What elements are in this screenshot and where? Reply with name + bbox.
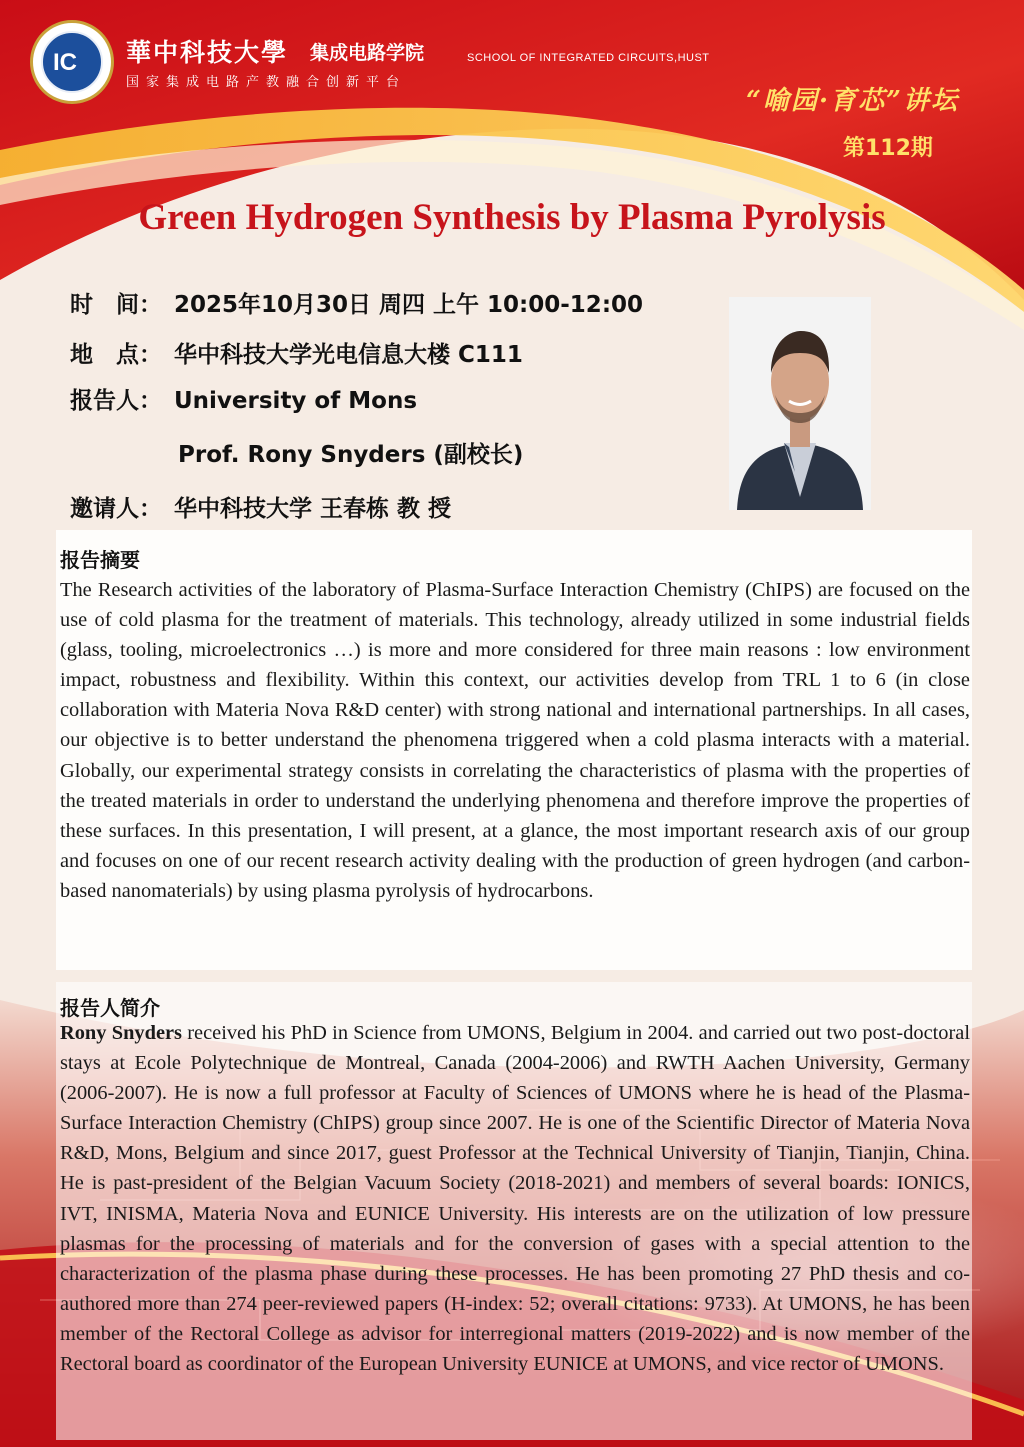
university-name-cn: 華中科技大學 (126, 38, 289, 67)
lecture-title: Green Hydrogen Synthesis by Plasma Pyrolysis (138, 197, 886, 238)
host-row (70, 490, 451, 523)
host-label: 邀请人： (70, 496, 162, 522)
bio-paragraph (60, 1018, 970, 1379)
forum-name: “喻园·育芯”讲坛 (746, 86, 959, 116)
platform-name-cn: 国家集成电路产教融合创新平台 (126, 75, 407, 90)
abstract-heading: 报告摘要 (60, 548, 140, 572)
speaker-photo (729, 297, 871, 510)
abstract-panel (56, 530, 972, 970)
header (0, 0, 1024, 161)
speaker-affiliation: University of Mons (174, 388, 418, 414)
host-value: 华中科技大学 王春栋 教 授 (174, 496, 452, 522)
issue-number: 第112期 (843, 136, 933, 161)
speaker-row (70, 382, 417, 415)
bio-panel (56, 982, 972, 1440)
place-row (70, 336, 523, 369)
abstract-text: The Research activities of the laboratory of Plasma-Surface Interaction Chemistry (ChIPS) are focused on the use of cold plasma for the treatment of materials. This technology, already utilized in some industrial fields (glass, tooling, microelectronics …) is more and more considered for three main reasons : low environment impact, robustness and flexibility. Within this context, our activities develop from TRL 1 to 6 (in close collaboration with Materia Nova R&D center) with strong national and international partnerships. In all cases, our objective is to better understand the phenomena triggered when a cold plasma interacts with a material. Globally, our experimental strategy consists in correlating the characteristics of plasma with the properties of the treated materials in order to understand the underlying phenomena and therefore improve the properties of these surfaces. In this presentation, I will present, at a glance, the most important research axis of our group and focuses on one of our recent research activity dealing with the production of green hydrogen (and carbon-based nanomaterials) by using plasma pyrolysis of hydrocarbons. (60, 579, 970, 902)
time-label: 时 间： (70, 292, 162, 318)
university-logo (30, 20, 114, 104)
speaker-label: 报告人： (70, 388, 162, 414)
place-label: 地 点： (70, 342, 162, 368)
bio-heading: 报告人简介 (60, 996, 160, 1020)
time-value: 2025年10月30日 周四 上午 10:00-12:00 (174, 292, 644, 318)
bio-speaker-name: Rony Snyders (60, 1022, 182, 1044)
logo-emblem (41, 31, 103, 93)
logo-ic-text: IC (53, 49, 77, 76)
place-value: 华中科技大学光电信息大楼 C111 (174, 342, 523, 368)
speaker-name: Prof. Rony Snyders (副校长) (178, 442, 524, 468)
bio-text: received his PhD in Science from UMONS, Belgium in 2004. and carried out two post-doctoral stays at Ecole Polytechnique de Montreal, Canada (2004-2006) and RWTH Aachen University, Germany (2006-2007). He is now a full professor at Faculty of Sciences of UMONS where he is head of the Plasma-Surface Interaction Chemistry (ChIPS) group since 2007. He is one of the Scientific Director of Materia Nova R&D, Mons, Belgium and since 2017, guest Professor at the Technical University of Tianjin, Tianjin, China. He is past-president of the Belgian Vacuum Society (2018-2021) and members of several boards: IONICS, IVT, INISMA, Materia Nova and EUNICE University. His interests are on the utilization of low pressure plasmas for the processing of materials and for the conversion of gases with a special attention to the characterization of the plasma phase during these processes. He has been promoting 27 PhD thesis and co-authored more than 274 peer-reviewed papers (H-index: 52; overall citations: 9733). At UMONS, he has been member of the Rectoral College as advisor for interregional matters (2019-2022) and is now member of the Rectoral board as coordinator of the European University EUNICE at UMONS, and vice rector of UMONS. (60, 1022, 970, 1376)
school-name-en: SCHOOL OF INTEGRATED CIRCUITS,HUST (467, 52, 710, 64)
time-row (70, 286, 643, 319)
college-name-cn: 集成电路学院 (310, 42, 425, 64)
